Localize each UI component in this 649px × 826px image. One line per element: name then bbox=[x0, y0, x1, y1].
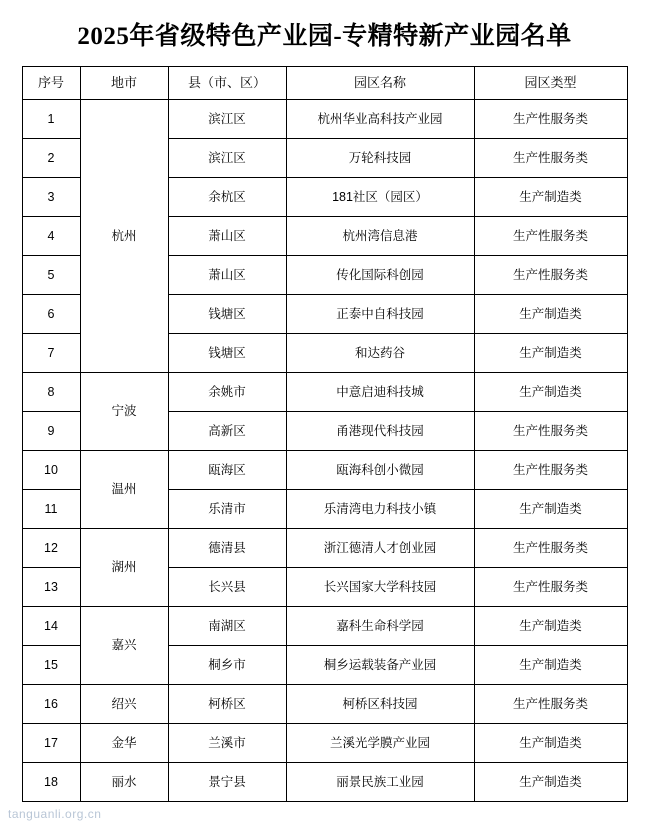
cell-park-name: 乐清湾电力科技小镇 bbox=[286, 490, 474, 529]
cell-park-type: 生产制造类 bbox=[474, 373, 627, 412]
watermark: tanguanli.org.cn bbox=[8, 807, 102, 821]
cell-park-type: 生产性服务类 bbox=[474, 256, 627, 295]
cell-index: 18 bbox=[22, 763, 80, 802]
cell-park-name: 和达药谷 bbox=[286, 334, 474, 373]
page-title: 2025年省级特色产业园-专精特新产业园名单 bbox=[77, 23, 572, 50]
cell-park-name: 万轮科技园 bbox=[286, 139, 474, 178]
cell-index: 2 bbox=[22, 139, 80, 178]
table-row bbox=[22, 724, 627, 763]
cell-county: 德清县 bbox=[168, 529, 286, 568]
cell-park-type: 生产制造类 bbox=[474, 334, 627, 373]
cell-county: 滨江区 bbox=[168, 100, 286, 139]
cell-index: 14 bbox=[22, 607, 80, 646]
cell-park-type: 生产性服务类 bbox=[474, 139, 627, 178]
cell-park-type: 生产制造类 bbox=[474, 607, 627, 646]
column-header-park: 园区名称 bbox=[286, 67, 474, 100]
table-body bbox=[22, 100, 627, 802]
table-row bbox=[22, 529, 627, 568]
cell-park-name: 瓯海科创小微园 bbox=[286, 451, 474, 490]
table-row bbox=[22, 763, 627, 802]
cell-county: 高新区 bbox=[168, 412, 286, 451]
cell-index: 12 bbox=[22, 529, 80, 568]
table-row bbox=[22, 685, 627, 724]
cell-county: 余姚市 bbox=[168, 373, 286, 412]
cell-park-name: 杭州湾信息港 bbox=[286, 217, 474, 256]
cell-park-name: 杭州华业高科技产业园 bbox=[286, 100, 474, 139]
table-header bbox=[22, 67, 627, 100]
cell-index: 16 bbox=[22, 685, 80, 724]
cell-park-type: 生产性服务类 bbox=[474, 100, 627, 139]
cell-city: 丽水 bbox=[80, 763, 168, 802]
cell-park-type: 生产性服务类 bbox=[474, 568, 627, 607]
cell-city: 绍兴 bbox=[80, 685, 168, 724]
cell-park-name: 长兴国家大学科技园 bbox=[286, 568, 474, 607]
cell-city: 温州 bbox=[80, 451, 168, 529]
cell-county: 桐乡市 bbox=[168, 646, 286, 685]
cell-park-type: 生产制造类 bbox=[474, 490, 627, 529]
column-header-index: 序号 bbox=[22, 67, 80, 100]
table-row bbox=[22, 451, 627, 490]
cell-index: 9 bbox=[22, 412, 80, 451]
cell-park-type: 生产性服务类 bbox=[474, 412, 627, 451]
cell-park-name: 浙江德清人才创业园 bbox=[286, 529, 474, 568]
column-header-city: 地市 bbox=[80, 67, 168, 100]
cell-park-name: 桐乡运载装备产业园 bbox=[286, 646, 474, 685]
cell-county: 滨江区 bbox=[168, 139, 286, 178]
column-header-type: 园区类型 bbox=[474, 67, 627, 100]
cell-county: 余杭区 bbox=[168, 178, 286, 217]
cell-park-name: 柯桥区科技园 bbox=[286, 685, 474, 724]
cell-index: 13 bbox=[22, 568, 80, 607]
cell-index: 7 bbox=[22, 334, 80, 373]
table-row bbox=[22, 373, 627, 412]
cell-park-type: 生产制造类 bbox=[474, 724, 627, 763]
cell-park-type: 生产性服务类 bbox=[474, 685, 627, 724]
table-row bbox=[22, 607, 627, 646]
cell-city: 湖州 bbox=[80, 529, 168, 607]
cell-index: 15 bbox=[22, 646, 80, 685]
cell-county: 柯桥区 bbox=[168, 685, 286, 724]
cell-park-name: 甬港现代科技园 bbox=[286, 412, 474, 451]
cell-county: 萧山区 bbox=[168, 217, 286, 256]
cell-index: 1 bbox=[22, 100, 80, 139]
cell-park-name: 传化国际科创园 bbox=[286, 256, 474, 295]
cell-index: 17 bbox=[22, 724, 80, 763]
cell-city: 宁波 bbox=[80, 373, 168, 451]
cell-county: 钱塘区 bbox=[168, 295, 286, 334]
cell-index: 5 bbox=[22, 256, 80, 295]
cell-county: 钱塘区 bbox=[168, 334, 286, 373]
cell-county: 南湖区 bbox=[168, 607, 286, 646]
cell-county: 长兴县 bbox=[168, 568, 286, 607]
cell-park-type: 生产性服务类 bbox=[474, 529, 627, 568]
cell-index: 3 bbox=[22, 178, 80, 217]
cell-index: 8 bbox=[22, 373, 80, 412]
cell-park-name: 中意启迪科技城 bbox=[286, 373, 474, 412]
cell-county: 乐清市 bbox=[168, 490, 286, 529]
cell-county: 兰溪市 bbox=[168, 724, 286, 763]
cell-park-type: 生产制造类 bbox=[474, 763, 627, 802]
cell-park-name: 丽景民族工业园 bbox=[286, 763, 474, 802]
cell-park-type: 生产制造类 bbox=[474, 178, 627, 217]
cell-city: 金华 bbox=[80, 724, 168, 763]
table-header-row bbox=[22, 67, 627, 100]
cell-index: 6 bbox=[22, 295, 80, 334]
cell-park-name: 181社区（园区） bbox=[286, 178, 474, 217]
cell-index: 4 bbox=[22, 217, 80, 256]
cell-index: 10 bbox=[22, 451, 80, 490]
cell-county: 瓯海区 bbox=[168, 451, 286, 490]
cell-park-name: 嘉科生命科学园 bbox=[286, 607, 474, 646]
cell-city: 杭州 bbox=[80, 100, 168, 373]
column-header-county: 县（市、区） bbox=[168, 67, 286, 100]
cell-index: 11 bbox=[22, 490, 80, 529]
cell-park-type: 生产性服务类 bbox=[474, 217, 627, 256]
cell-county: 景宁县 bbox=[168, 763, 286, 802]
cell-park-name: 正泰中自科技园 bbox=[286, 295, 474, 334]
cell-county: 萧山区 bbox=[168, 256, 286, 295]
cell-city: 嘉兴 bbox=[80, 607, 168, 685]
table-row bbox=[22, 100, 627, 139]
cell-park-type: 生产性服务类 bbox=[474, 451, 627, 490]
cell-park-type: 生产制造类 bbox=[474, 646, 627, 685]
cell-park-name: 兰溪光学膜产业园 bbox=[286, 724, 474, 763]
cell-park-type: 生产制造类 bbox=[474, 295, 627, 334]
park-list-table bbox=[22, 66, 628, 802]
